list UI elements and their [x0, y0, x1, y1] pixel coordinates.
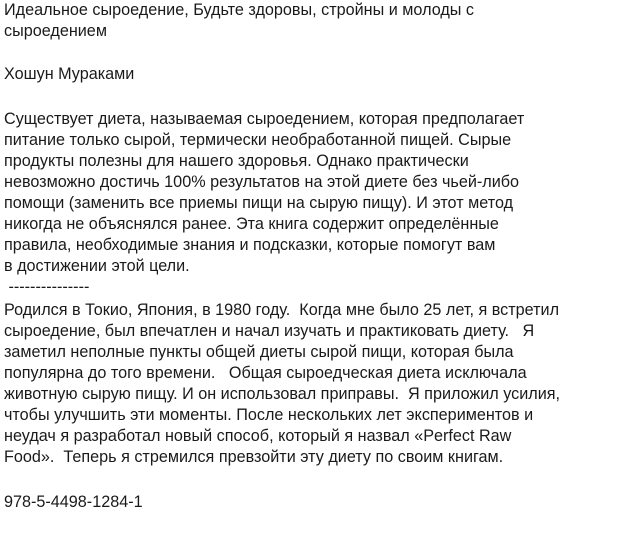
author-bio-line-6: чтобы улучшить эти моменты. После нескольких лет экспериментов и [4, 406, 534, 424]
author-bio-line-5: животную сырую пищу. И он использовал приправы. Я приложил усилия, [4, 385, 561, 403]
description-line-8: в достижении этой цели. [4, 257, 190, 275]
description-line-4: невозможно достичь 100% результатов на этой диете без чьей-либо [4, 173, 520, 191]
author-bio-line-8: Food». Теперь я стремился превзойти эту диету по своим книгам. [4, 448, 504, 466]
author-bio-line-2: сыроедение, был впечатлен и начал изучать и практиковать диету. Я [4, 322, 535, 340]
isbn: 978-5-4498-1284-1 [4, 493, 143, 511]
description-line-2: питание только сырой, термически необработанной пищей. Сырые [4, 131, 512, 149]
book-title-line-1: Идеальное сыроедение, Будьте здоровы, стройны и молоды с [4, 1, 475, 19]
description-line-1: Существует диета, называемая сыроедением, которая предполагает [4, 110, 525, 128]
description-line-7: правила, необходимые знания и подсказки, которые помогут вам [4, 236, 496, 254]
author-bio-line-4: популярна до того времени. Общая сыроедческая диета исключала [4, 364, 527, 382]
description-line-5: помощи (заменить все приемы пищи на сырую пищу). И этот метод [4, 194, 514, 212]
author-bio-line-1: Родился в Токио, Япония, в 1980 году. Когда мне было 25 лет, я встретил [4, 301, 560, 319]
book-title-line-2: сыроедением [4, 22, 107, 40]
description-line-6: никогда не объяснялся ранее. Эта книга содержит определённые [4, 215, 499, 233]
section-separator: --------------- [4, 278, 90, 296]
author-bio-line-7: неудач я разработал новый способ, который я назвал «Perfect Raw [4, 427, 512, 445]
author-bio-line-3: заметил неполные пункты общей диеты сырой пищи, которая была [4, 343, 514, 361]
description-line-3: продукты полезны для нашего здоровья. Однако практически [4, 152, 469, 170]
book-author: Хошун Мураками [4, 65, 135, 83]
